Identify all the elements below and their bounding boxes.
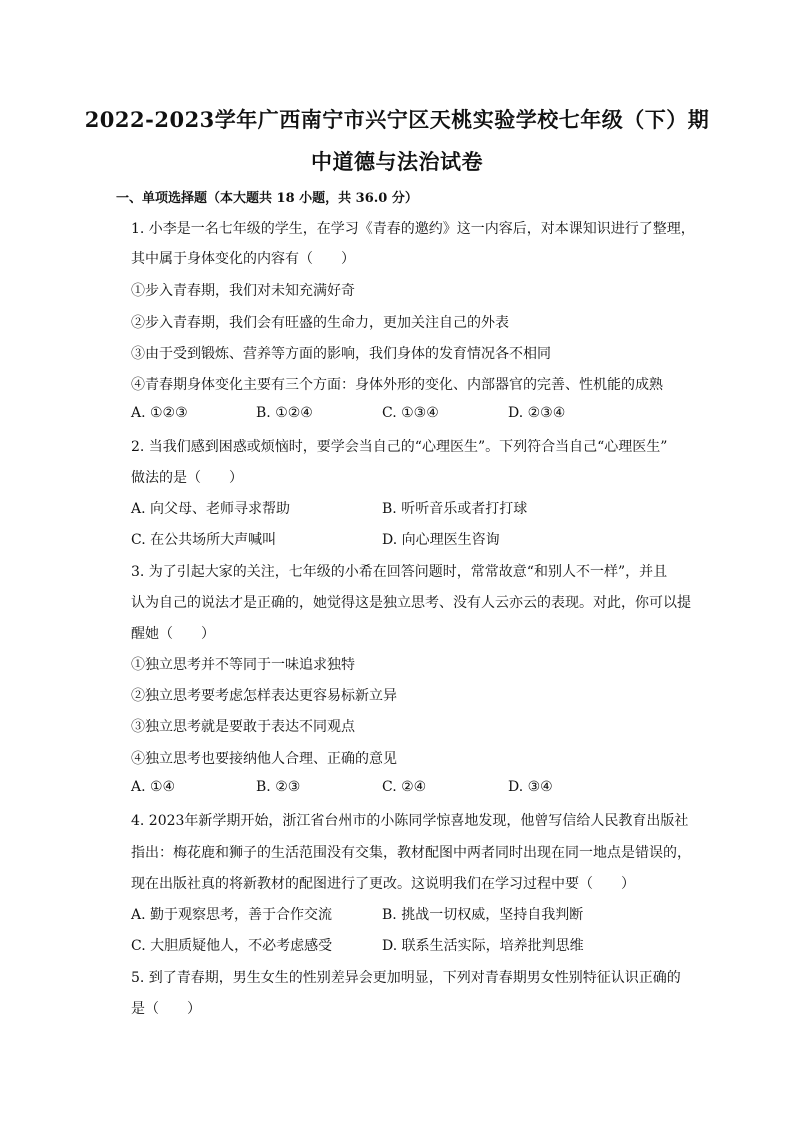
q3-stem-line-1: 3. 为了引起大家的关注，七年级的小希在回答问题时，常常故意“和别人不一样”，并且: [131, 564, 668, 580]
q2-option-b: B. 听听音乐或者打打球: [382, 501, 528, 517]
q1-statement-3: ③由于受到锻炼、营养等方面的影响，我们身体的发育情况各不相同: [131, 346, 551, 362]
q4-stem-line-1: 4. 2023年新学期开始，浙江省台州市的小陈同学惊喜地发现，他曾写信给人民教育出版社: [131, 813, 689, 829]
section-heading: 一、单项选择题（本大题共 18 小题，共 36.0 分）: [116, 191, 418, 206]
title-line-2: 中道德与法治试卷: [311, 149, 483, 174]
q1-option-d: D. ②③④: [508, 405, 566, 421]
q1-option-c: C. ①③④: [382, 405, 439, 421]
q2-option-c: C. 在公共场所大声喊叫: [131, 532, 277, 548]
q4-stem-line-2: 指出：梅花鹿和狮子的生活范围没有交集，教材配图中两者同时出现在同一地点是错误的，: [131, 845, 691, 861]
q4-stem-line-3: 现在出版社真的将新教材的配图进行了更改。这说明我们在学习过程中要（ ）: [131, 876, 635, 892]
q1-stem-line-2: 其中属于身体变化的内容有（ ）: [131, 251, 355, 267]
q4-option-b: B. 挑战一切权威，坚持自我判断: [382, 907, 584, 923]
q3-option-b: B. ②③: [256, 779, 301, 795]
q5-stem-line-2: 是（ ）: [131, 1001, 201, 1017]
q1-option-a: A. ①②③: [131, 405, 188, 421]
q3-statement-4: ④独立思考也要接纳他人合理、正确的意见: [131, 751, 397, 767]
q2-stem-line-1: 2. 当我们感到困惑或烦恼时，要学会当自己的“心理医生”。下列符合当自己“心理医生”: [131, 439, 668, 455]
q3-stem-line-3: 醒她（ ）: [131, 626, 215, 642]
q1-stem-line-1: 1. 小李是一名七年级的学生，在学习《青春的邀约》这一内容后，对本课知识进行了整理，: [131, 221, 695, 237]
q1-statement-1: ①步入青春期，我们对未知充满好奇: [131, 283, 355, 299]
q5-stem-line-1: 5. 到了青春期，男生女生的性别差异会更加明显，下列对青春期男女性别特征认识正确的: [131, 970, 681, 986]
q4-option-d: D. 联系生活实际，培养批判思维: [382, 938, 584, 954]
q3-option-d: D. ③④: [508, 779, 553, 795]
q3-option-c: C. ②④: [382, 779, 427, 795]
q2-option-d: D. 向心理医生咨询: [382, 532, 500, 548]
q3-statement-1: ①独立思考并不等同于一味追求独特: [131, 657, 355, 673]
q3-statement-3: ③独立思考就是要敢于表达不同观点: [131, 719, 355, 735]
q3-stem-line-2: 认为自己的说法才是正确的，她觉得这是独立思考、没有人云亦云的表现。对此，你可以提: [131, 595, 691, 611]
q2-option-a: A. 向父母、老师寻求帮助: [131, 501, 291, 517]
q1-option-b: B. ①②④: [256, 405, 313, 421]
q3-option-a: A. ①④: [131, 779, 176, 795]
q1-statement-2: ②步入青春期，我们会有旺盛的生命力，更加关注自己的外表: [131, 315, 509, 331]
q3-statement-2: ②独立思考要考虑怎样表达更容易标新立异: [131, 688, 397, 704]
q4-option-c: C. 大胆质疑他人，不必考虑感受: [131, 938, 333, 954]
q4-option-a: A. 勤于观察思考，善于合作交流: [131, 907, 333, 923]
q1-statement-4: ④青春期身体变化主要有三个方面：身体外形的变化、内部器官的完善、性机能的成熟: [131, 377, 663, 393]
q2-stem-line-2: 做法的是（ ）: [131, 470, 243, 486]
title-line-1: 2022-2023学年广西南宁市兴宁区天桃实验学校七年级（下）期: [84, 107, 710, 132]
